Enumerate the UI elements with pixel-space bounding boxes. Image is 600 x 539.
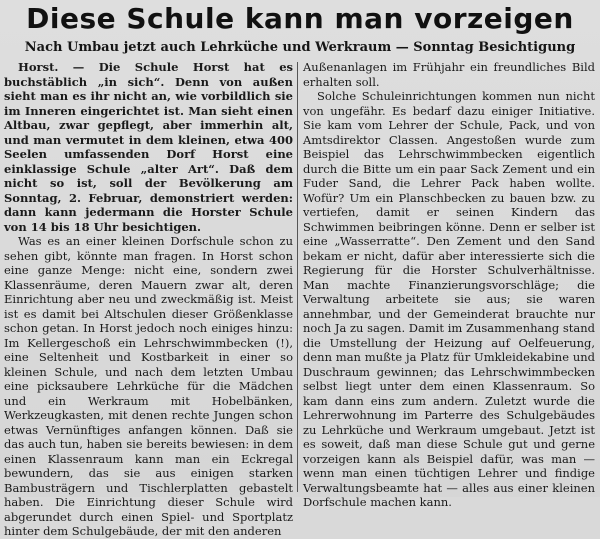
body-paragraph: Außenanlagen im Frühjahr ein freundliches Bild erhalten soll. — [303, 60, 595, 89]
lead-paragraph: Horst. — Die Schule Horst hat es buchstäblich „in sich“. Denn von außen sieht man es ihr nicht an, wie vorbildlich sie im Inneren eingerichtet ist. Man sieht einen Altbau, zwar gepflegt, aber immerhin alt, und man vermutet in dem kleinen, etwa 400 Seelen umfassenden Dorf Horst eine einklassige Schule „alter Art“. Daß dem nicht so ist, soll der Bevölkerung am Sonntag, 2. Februar, demonstriert werden: dann kann jedermann die Horster Schule von 14 bis 18 Uhr besichtigen. — [4, 60, 293, 234]
headline: Diese Schule kann man vorzeigen — [26, 2, 574, 35]
left-column — [4, 60, 293, 539]
column-divider — [297, 62, 298, 492]
body-paragraph: Solche Schuleinrichtungen kommen nun nicht von ungefähr. Es bedarf dazu einiger Initiative. Sie kam vom Lehrer der Schule, Pack, und von Amtsdirektor Classen. Angestoßen wurde zum Beispiel das Lehrschwimmbecken eigentlich durch die Bitte um ein paar Sack Zement und ein Fuder Sand, die Lehrer Pack haben wollte. Wofür? Um ein Planschbecken zu bauen bzw. zu vertiefen, damit er seinen Kindern das Schwimmen beibringen könne. Denn er selber ist eine „Wasserratte“. Den Zement und den Sand bekam er nicht, dafür aber interessierte sich die Regierung für die Horster Schulverhältnisse. Man machte Finanzierungsvorschläge; die Verwaltung arbeitete sie aus; sie waren annehmbar, und der Gemeinderat brauchte nur noch Ja zu sagen. Damit im Zusammenhang stand die Umstellung der Heizung auf Oelfeuerung, denn man mußte ja Platz für Umkleidekabine und Duschraum gewinnen; das Lehrschwimmbecken selbst liegt unter dem einen Klassenraum. So kam dann eins zum andern. Zuletzt wurde die Lehrerwohnung im Parterre des Schulgebäudes zu Lehrküche und Werkraum umgebaut. Jetzt ist es soweit, daß man diese Schule gut und gerne vorzeigen kann als Beispiel dafür, was man — wenn man einen tüchtigen Lehrer und findige Verwaltungsbeamte hat — alles aus einer kleinen Dorfschule machen kann. — [303, 89, 595, 509]
subheadline: Nach Umbau jetzt auch Lehrküche und Werkraum — Sonntag Besichtigung — [24, 40, 576, 55]
right-column — [303, 60, 595, 510]
body-paragraph: Was es an einer kleinen Dorfschule schon zu sehen gibt, könnte man fragen. In Horst schon eine ganze Menge: nicht eine, sondern zwei Klassenräume, deren Mauern zwar alt, deren Einrichtung aber neu und zweckmäßig ist. Meist ist es damit bei Altschulen dieser Größenklasse schon getan. In Horst jedoch noch einiges hinzu: Im Kellergeschoß ein Lehrschwimmbecken (!), eine Seltenheit und Kostbarkeit in einer so kleinen Schule, und nach dem letzten Umbau eine picksaubere Lehrküche für die Mädchen und ein Werkraum mit Hobelbänken, Werkzeugkasten, mit denen rechte Jungen schon etwas Vernünftiges anfangen können. Daß sie das auch tun, haben sie bereits bewiesen: in dem einen Klassenraum kann man ein Eckregal bewundern, das sie aus einigen starken Bambusträgern und Tischlerplatten gebastelt haben. Die Einrichtung dieser Schule wird abgerundet durch einen Spiel- und Sportplatz hinter dem Schulgebäude, der mit den anderen — [4, 234, 293, 538]
